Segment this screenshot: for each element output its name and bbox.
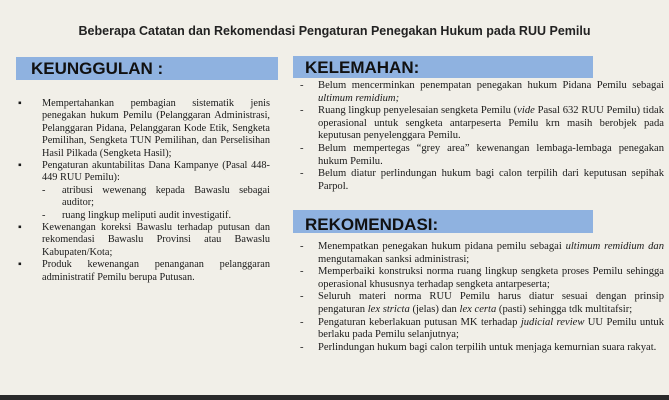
bullet-marker: -	[300, 142, 304, 154]
list-item	[300, 241, 664, 266]
bullet-marker: -	[300, 316, 304, 328]
italic-text: lex certa	[459, 303, 497, 315]
item-text: Belum mencerminkan penempatan penegakan hukum Pidana Pemilu sebagai	[318, 80, 664, 91]
bottom-border	[0, 395, 669, 400]
item-text: Belum mempertegas “grey area” kewenangan lembaga-lembaga penegakan hukum Pemilu.	[318, 142, 664, 167]
italic-text: ultimum remidium;	[318, 92, 400, 104]
item-text: (pasti) sehingga tdk multitafsir;	[496, 303, 633, 315]
bullet-marker: ▪	[18, 259, 22, 271]
list-item	[300, 316, 664, 342]
list-item	[300, 105, 664, 143]
list-item	[18, 259, 270, 284]
item-text: Menempatkan penegakan hukum pidana pemilu sebagai	[318, 241, 566, 252]
list-item	[18, 160, 270, 185]
list-item	[300, 341, 664, 355]
item-text: Produk kewenangan penanganan pelanggaran administratif Pemilu berupa Putusan.	[42, 259, 270, 283]
item-text: mengutamakan sanksi administrasi;	[318, 253, 470, 265]
item-text: ruang lingkup meliputi audit investigatif.	[62, 209, 232, 221]
item-text: Mempertahankan pembagian sistematik jenis penegakan hukum Pemilu (Pelanggaran Administrasi, Pelanggaran Pidana, Pelanggaran Kode Etik, Sengketa Pemilihan, Sengketa TUN Pemilihan, dan Perselisihan Hasil Pilkada (Sengketa Hasil);	[42, 98, 270, 159]
list-item	[300, 142, 664, 168]
bullet-marker: -	[300, 105, 304, 117]
list-item	[300, 291, 664, 316]
slide-title: Beberapa Catatan dan Rekomendasi Pengaturan Penegakan Hukum pada RUU Pemilu	[78, 24, 591, 38]
list-item	[300, 80, 664, 105]
rekomendasi-list	[300, 241, 664, 354]
list-item	[42, 209, 270, 222]
bullet-marker: -	[300, 291, 304, 303]
list-item	[18, 98, 270, 160]
bullet-marker: -	[300, 241, 304, 252]
keunggulan-list	[18, 98, 270, 284]
item-text: (jelas) dan	[409, 303, 460, 315]
bullet-marker: -	[300, 266, 304, 278]
list-item	[18, 222, 270, 259]
list-item	[42, 184, 270, 210]
bullet-marker: -	[42, 184, 46, 196]
italic-text: vide	[517, 105, 535, 117]
italic-text: lex stricta	[367, 303, 410, 315]
bullet-marker: ▪	[18, 222, 22, 234]
kelemahan-list	[300, 80, 664, 193]
list-item	[300, 266, 664, 291]
item-text: Pengaturan keberlakuan putusan MK terhadap	[318, 316, 521, 328]
bullet-marker: -	[42, 209, 46, 221]
item-text: Memperbaiki konstruksi norma ruang lingkup sengketa proses Pemilu sehingga operasional khususnya terhadap sengketa antarpeserta;	[318, 266, 664, 290]
item-text: Seluruh materi norma RUU Pemilu harus diatur sesuai dengan prinsip pengaturan	[318, 291, 664, 315]
bullet-marker: ▪	[18, 160, 22, 172]
list-item	[300, 168, 664, 193]
keunggulan-heading: KEUNGGULAN :	[16, 57, 278, 80]
italic-text: ultimum remidium dan	[565, 241, 664, 252]
bullet-marker: -	[300, 80, 304, 91]
item-text: Belum diatur perlindungan hukum bagi calon terpilih dari keputusan sepihak Parpol.	[318, 168, 664, 192]
bullet-marker: -	[300, 168, 304, 180]
item-text: Perlindungan hukum bagi calon terpilih untuk menjaga kemurnian suara rakyat.	[318, 341, 657, 353]
item-text: UU Pemilu untuk berlaku pada Pemilu selanjutnya;	[318, 316, 664, 341]
bullet-marker: -	[300, 341, 304, 353]
item-text: Pengaturan akuntabilitas Dana Kampanye (Pasal 448-449 RUU Pemilu):	[42, 160, 270, 184]
bullet-marker: ▪	[18, 98, 22, 109]
item-text: Ruang lingkup penyelesaian sengketa Pemilu (	[318, 105, 518, 117]
item-text: Pasal 632 RUU Pemilu) tidak operasional untuk sengketa antarpeserta Pemilu krn masih berobjek pada keputusan penyelenggara Pemilu.	[318, 105, 664, 142]
item-text: Kewenangan koreksi Bawaslu terhadap putusan dan rekomendasi Bawaslu Provinsi atau Bawaslu Kabupaten/Kota;	[42, 222, 270, 258]
rekomendasi-heading: REKOMENDASI:	[293, 210, 593, 233]
item-text: atribusi wewenang kepada Bawaslu sebagai auditor;	[62, 184, 270, 209]
italic-text: judicial review	[520, 316, 585, 328]
kelemahan-heading: KELEMAHAN:	[293, 56, 593, 78]
